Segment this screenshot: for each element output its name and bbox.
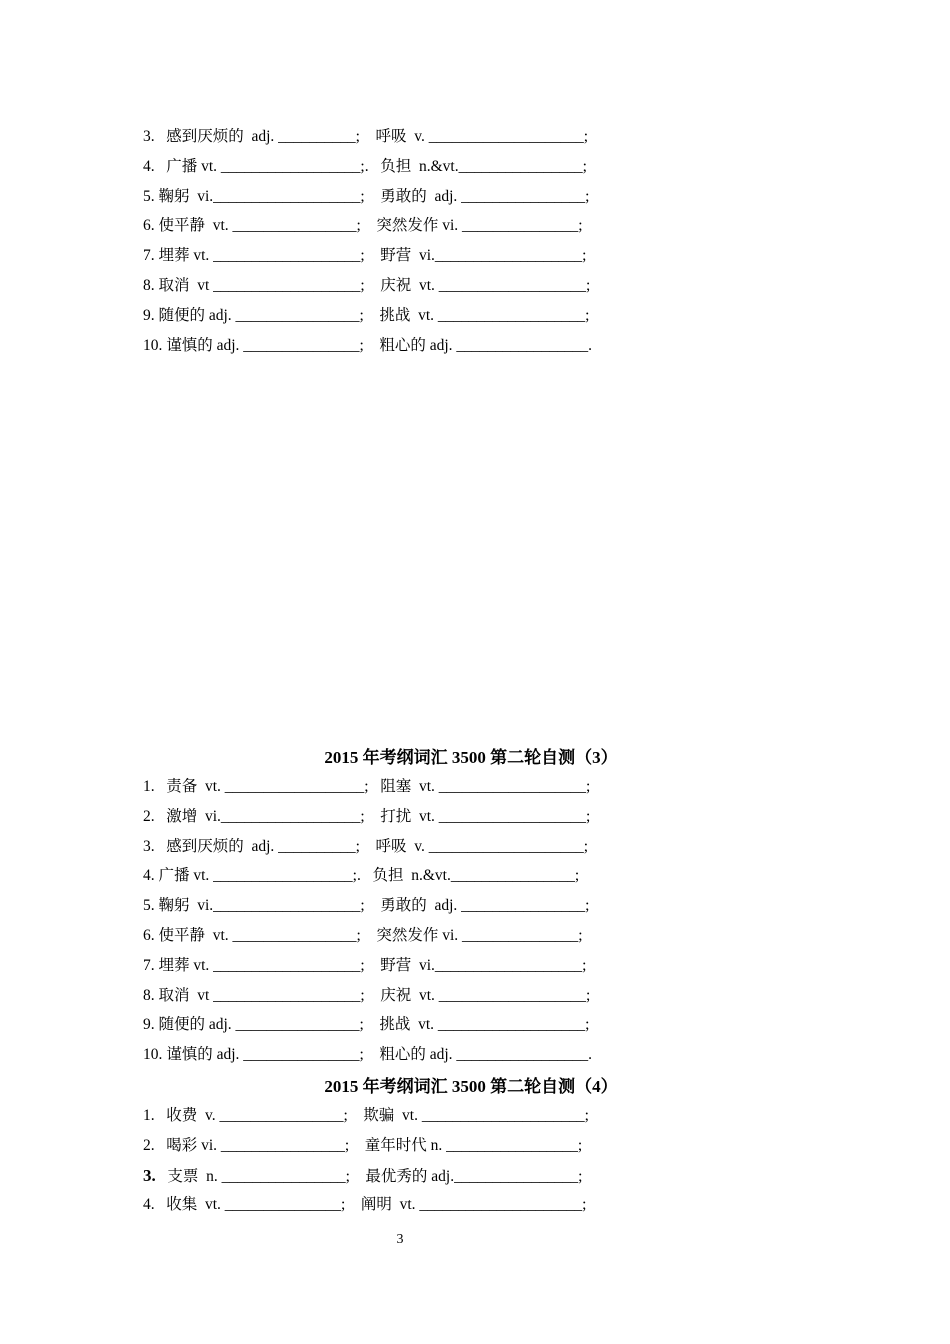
- item-text: 收集 vt. _______________; 阐明 vt. _____________________;: [154, 1196, 587, 1214]
- exercise-line: 6. 使平静 vt. ________________; 突然发作 vi. _______________;: [143, 217, 583, 235]
- exercise-line: 3. 感到厌烦的 adj. __________; 呼吸 v. ____________________;: [143, 128, 589, 145]
- exercise-line: 7. 埋葬 vt. ___________________; 野营 vi.___________________;: [143, 956, 587, 974]
- item-number: 3.: [143, 1165, 156, 1185]
- exercise-line: 2. 激增 vi.__________________; 打扰 vt. ___________________;: [143, 807, 591, 825]
- item-text: 喝彩 vi. ________________; 童年时代 n. _________________;: [154, 1136, 583, 1154]
- exercise-line: 5. 鞠躬 vi.___________________; 勇敢的 adj. ________________;: [143, 897, 590, 915]
- exercise-line: 10. 谨慎的 adj. _______________; 粗心的 adj. _________________.: [143, 336, 593, 354]
- exercise-line: 9. 随便的 adj. ________________; 挑战 vt. ___________________;: [143, 306, 590, 324]
- item-number: 4.: [143, 1196, 155, 1214]
- exercise-line: 8. 取消 vt ___________________; 庆祝 vt. ___________________;: [143, 276, 591, 294]
- exercise-line: [143, 1161, 703, 1191]
- exercise-line: [143, 1101, 703, 1131]
- item-text: 支票 n. ________________; 最优秀的 adj.________________;: [155, 1167, 583, 1185]
- exercise-line: 3. 感到厌烦的 adj. __________; 呼吸 v. ____________________;: [143, 837, 589, 855]
- exercise-line: 7. 埋葬 vt. ___________________; 野营 vi.___________________;: [143, 247, 587, 265]
- exercise-line: 9. 随便的 adj. ________________; 挑战 vt. ___________________;: [143, 1016, 590, 1034]
- top-exercise-block: [143, 122, 703, 360]
- section-4-exercise-block: [143, 1101, 703, 1220]
- exercise-line: 5. 鞠躬 vi.___________________; 勇敢的 adj. ________________;: [143, 187, 590, 205]
- exercise-line: 10. 谨慎的 adj. _______________; 粗心的 adj. _________________.: [143, 1046, 593, 1064]
- exercise-line: [143, 1190, 703, 1220]
- item-number: 1.: [143, 1107, 155, 1124]
- exercise-line: 4. 广播 vt. __________________;. 负担 n.&vt.________________;: [143, 867, 580, 885]
- exercise-line: 1. 责备 vt. __________________; 阻塞 vt. ___________________;: [143, 778, 591, 795]
- section-4-title: 2015 年考纲词汇 3500 第二轮自测（4）: [324, 1077, 618, 1096]
- page-number: 3: [396, 1232, 404, 1247]
- section-3-exercise-block: [143, 772, 703, 1070]
- item-text: 收费 v. ________________; 欺骗 vt. _____________________;: [154, 1107, 589, 1124]
- item-number: 2.: [143, 1136, 155, 1154]
- exercise-line: 4. 广播 vt. __________________;. 负担 n.&vt.________________;: [143, 157, 587, 175]
- exercise-line: 6. 使平静 vt. ________________; 突然发作 vi. _______________;: [143, 926, 583, 944]
- section-3-title: 2015 年考纲词汇 3500 第二轮自测（3）: [324, 748, 618, 767]
- exercise-line: [143, 1131, 703, 1161]
- exercise-line: 8. 取消 vt ___________________; 庆祝 vt. ___________________;: [143, 986, 591, 1004]
